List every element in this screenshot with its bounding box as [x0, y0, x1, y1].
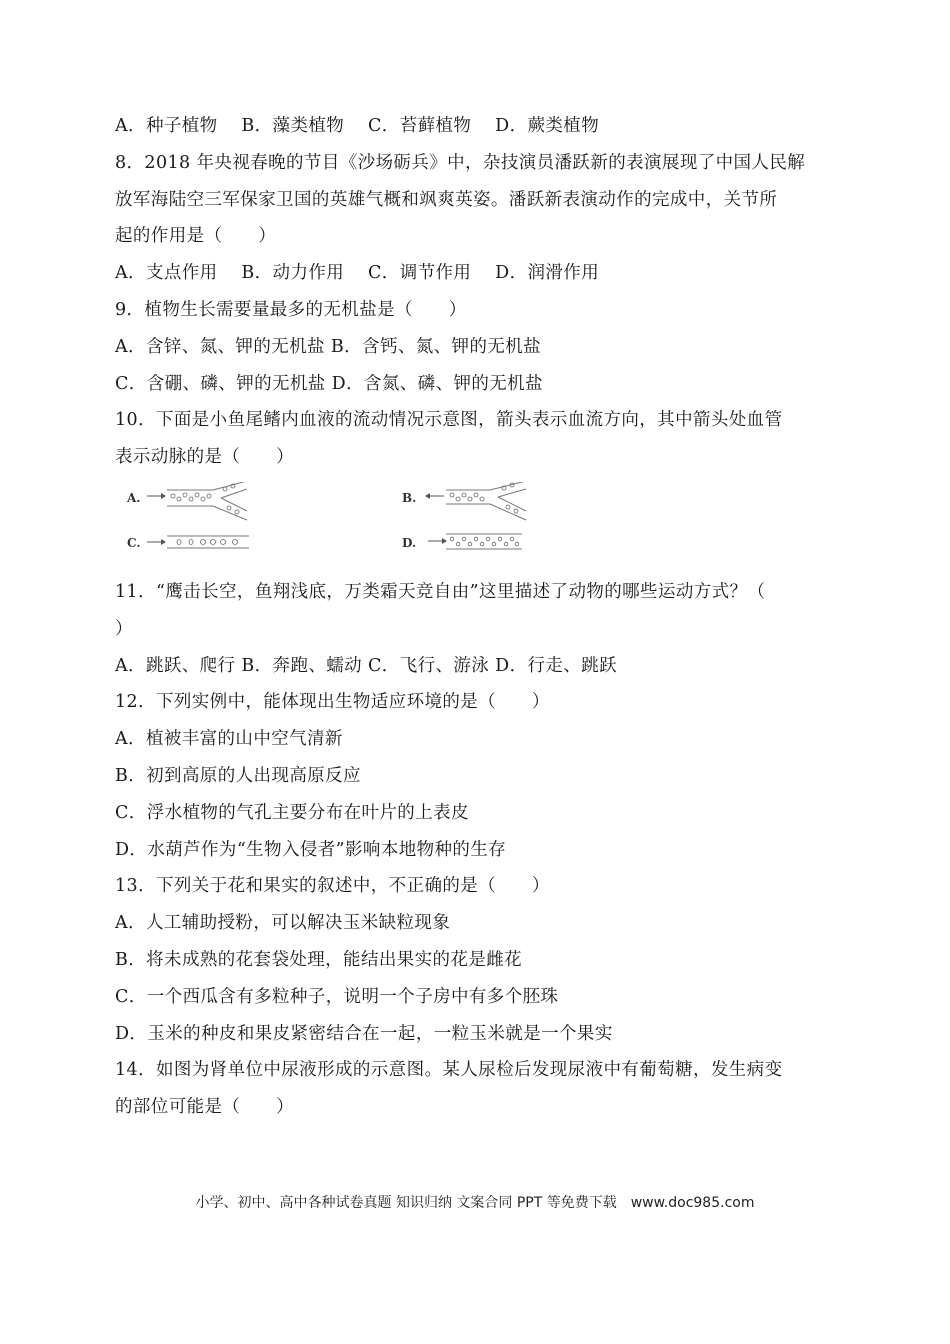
exam-page	[115, 108, 845, 1126]
q10-blood-flow-figure	[115, 478, 845, 568]
branching-vessel-a-diagram	[125, 482, 255, 522]
q8-options: A．支点作用 B．动力作用 C．调节作用 D．润滑作用	[115, 263, 600, 284]
q12-option-c: C．浮水植物的气孔主要分布在叶片的上表皮	[115, 802, 469, 823]
q13-option-b: B．将未成熟的花套袋处理，能结出果实的花是雌花	[115, 949, 523, 970]
q13-option-d: D．玉米的种皮和果皮紧密结合在一起，一粒玉米就是一个果实	[115, 1023, 613, 1044]
q12-option-d: D．水葫芦作为“生物入侵者”影响本地物种的生存	[115, 839, 507, 860]
q7-options: A．种子植物 B．藻类植物 C．苔藓植物 D．蕨类植物	[115, 116, 600, 136]
q12-option-a: A．植被丰富的山中空气清新	[115, 729, 343, 750]
q13-option-a: A．人工辅助授粉，可以解决玉米缺粒现象	[115, 913, 451, 934]
vessel-d-diagram	[400, 530, 535, 558]
q8-stem-line-1: 8．2018 年央视春晚的节目《沙场砺兵》中，杂技演员潘跃新的表演展现了中国人民解	[115, 152, 806, 173]
figure-d	[400, 530, 535, 558]
q8-stem-line-3: 起的作用是（ ）	[115, 226, 277, 247]
capillary-c-diagram	[125, 530, 255, 558]
q12-stem: 12．下列实例中，能体现出生物适应环境的是（ ）	[115, 692, 550, 713]
q9-options-line-1: A．含锌、氮、钾的无机盐 B．含钙、氮、钾的无机盐	[115, 336, 542, 357]
q11-options: A．跳跃、爬行 B．奔跑、蠕动 C．飞行、游泳 D．行走、跳跃	[115, 655, 618, 676]
figure-a	[125, 482, 255, 522]
figure-b	[400, 482, 535, 522]
q13-stem: 13．下列关于花和果实的叙述中，不正确的是（ ）	[115, 876, 550, 897]
q9-options-line-2: C．含硼、磷、钾的无机盐 D．含氮、磷、钾的无机盐	[115, 373, 543, 394]
q14-stem-line-2: 的部位可能是（ ）	[115, 1097, 294, 1118]
figure-a-label: A.	[127, 490, 141, 505]
q11-stem-line-2: ）	[115, 618, 133, 639]
branching-vessel-b-diagram	[400, 482, 535, 522]
q9-stem: 9．植物生长需要量最多的无机盐是（ ）	[115, 299, 467, 320]
q10-stem-line-2: 表示动脉的是（ ）	[115, 447, 294, 468]
q14-stem-line-1: 14．如图为肾单位中尿液形成的示意图。某人尿检后发现尿液中有葡萄糖，发生病变	[115, 1060, 783, 1081]
q8-stem-line-2: 放军海陆空三军保家卫国的英雄气概和飒爽英姿。潘跃新表演动作的完成中，关节所	[115, 189, 778, 210]
figure-c	[125, 530, 255, 558]
q11-stem-line-1: 11．“鹰击长空，鱼翔浅底，万类霜天竞自由”这里描述了动物的哪些运动方式？（	[115, 581, 766, 602]
figure-c-label: C.	[127, 535, 141, 550]
figure-b-label: B.	[402, 490, 417, 505]
page-footer: 小学、初中、高中各种试卷真题 知识归纳 文案合同 PPT 等免费下载 www.doc985.com	[195, 1195, 755, 1211]
figure-d-label: D.	[402, 535, 417, 550]
q10-stem-line-1: 10．下面是小鱼尾鳍内血液的流动情况示意图，箭头表示血流方向，其中箭头处血管	[115, 410, 783, 431]
q12-option-b: B．初到高原的人出现高原反应	[115, 765, 361, 786]
q13-option-c: C．一个西瓜含有多粒种子，说明一个子房中有多个胚珠	[115, 986, 559, 1007]
